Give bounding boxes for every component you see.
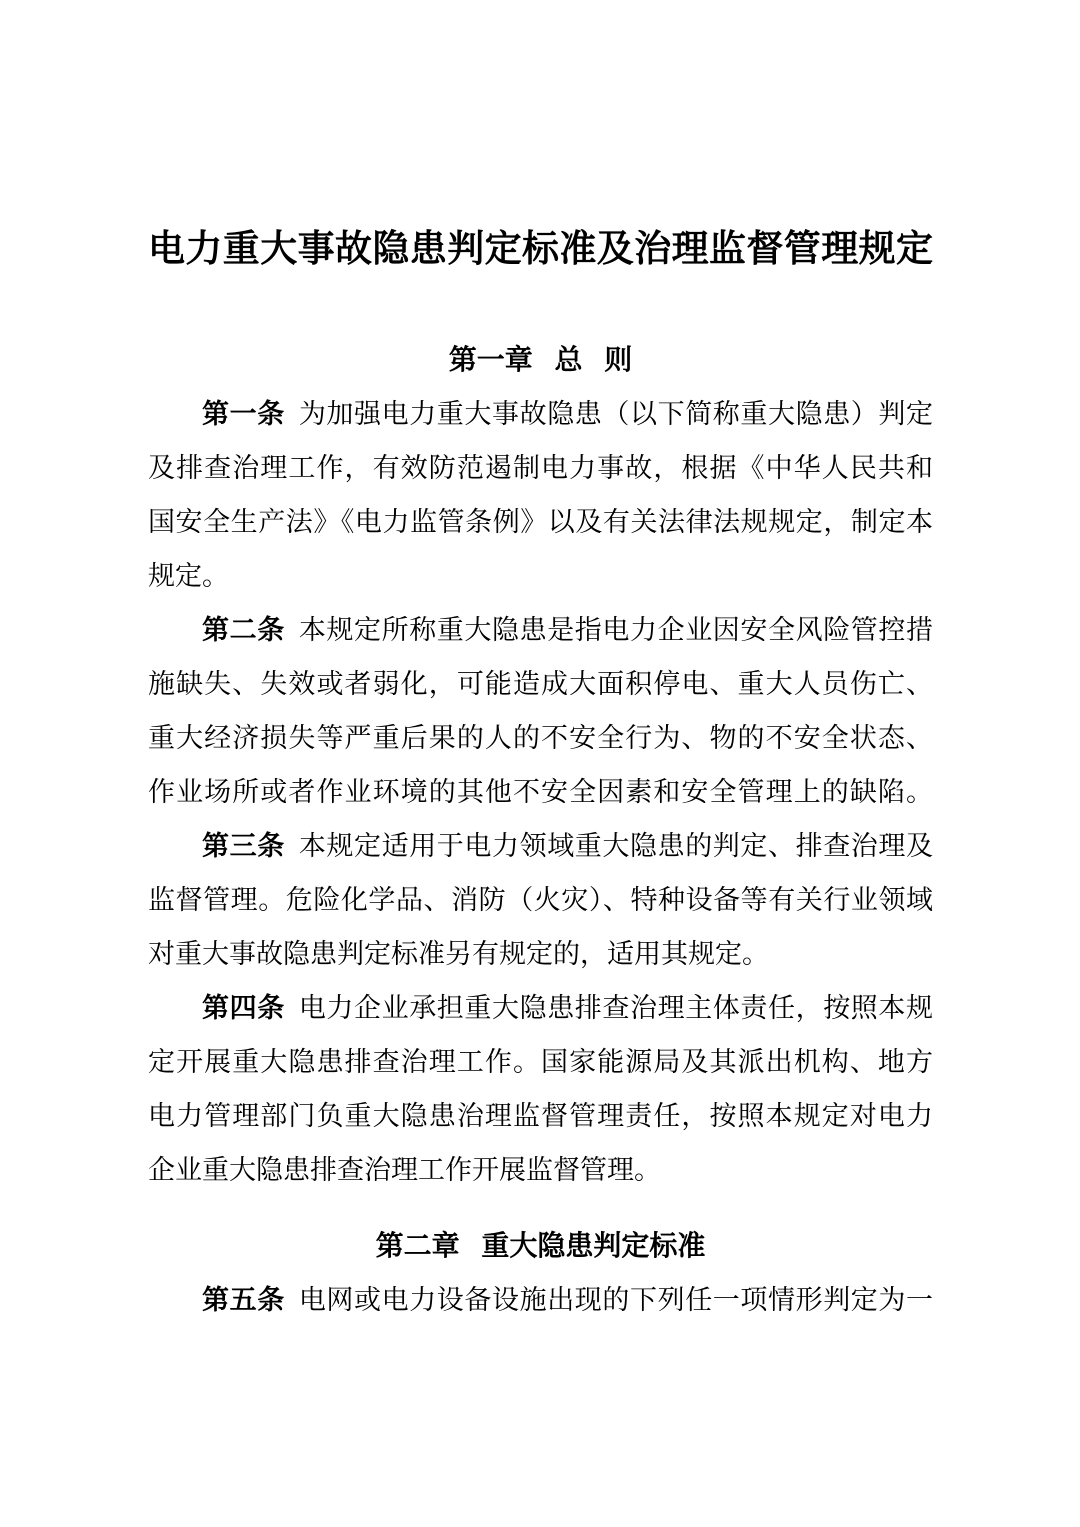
- line-text: 电力企业承担重大隐患排查治理主体责任，按照本规: [298, 993, 933, 1023]
- text-line: [148, 603, 933, 657]
- article-3: [148, 819, 933, 981]
- text-line: 国安全生产法》《电力监管条例》以及有关法律法规规定，制定本: [148, 507, 933, 537]
- chapter-2-heading: 第二章 重大隐患判定标准: [375, 1230, 706, 1261]
- text-line: 企业重大隐患排查治理工作开展监督管理。: [148, 1155, 661, 1185]
- text-line: 定开展重大隐患排查治理工作。国家能源局及其派出机构、地方: [148, 1047, 933, 1077]
- document-title: 电力重大事故隐患判定标准及治理监督管理规定: [148, 229, 933, 270]
- article-4: [148, 981, 933, 1197]
- article-5: [148, 1273, 933, 1327]
- line-text: 电网或电力设备设施出现的下列任一项情形判定为一: [298, 1285, 933, 1315]
- article-2-label: 第二条: [202, 615, 285, 645]
- text-line: 对重大事故隐患判定标准另有规定的，适用其规定。: [148, 939, 769, 969]
- chapter-1-heading: 第一章 总 则: [448, 344, 633, 375]
- article-3-label: 第三条: [202, 831, 285, 861]
- article-4-label: 第四条: [202, 993, 285, 1023]
- text-line: 及排查治理工作，有效防范遏制电力事故，根据《中华人民共和: [148, 453, 933, 483]
- line-text: 本规定适用于电力领域重大隐患的判定、排查治理及: [298, 831, 933, 861]
- document-content: [148, 0, 933, 1327]
- text-line: [148, 1273, 933, 1327]
- article-1: [148, 387, 933, 603]
- article-1-label: 第一条: [202, 399, 285, 429]
- text-line: 电力管理部门负重大隐患治理监督管理责任，按照本规定对电力: [148, 1101, 933, 1131]
- text-line: [148, 387, 933, 441]
- article-5-label: 第五条: [202, 1285, 285, 1315]
- line-text: 为加强电力重大事故隐患（以下简称重大隐患）判定: [298, 399, 933, 429]
- line-text: 本规定所称重大隐患是指电力企业因安全风险管控措: [298, 615, 933, 645]
- text-line: [148, 981, 933, 1035]
- text-line: 监督管理。危险化学品、消防（火灾）、特种设备等有关行业领域: [148, 885, 933, 915]
- text-line: 施缺失、失效或者弱化，可能造成大面积停电、重大人员伤亡、: [148, 669, 933, 699]
- text-line: [148, 819, 933, 873]
- text-line: 重大经济损失等严重后果的人的不安全行为、物的不安全状态、: [148, 723, 933, 753]
- text-line: 作业场所或者作业环境的其他不安全因素和安全管理上的缺陷。: [148, 777, 933, 807]
- article-2: [148, 603, 933, 819]
- text-line: 规定。: [148, 561, 229, 591]
